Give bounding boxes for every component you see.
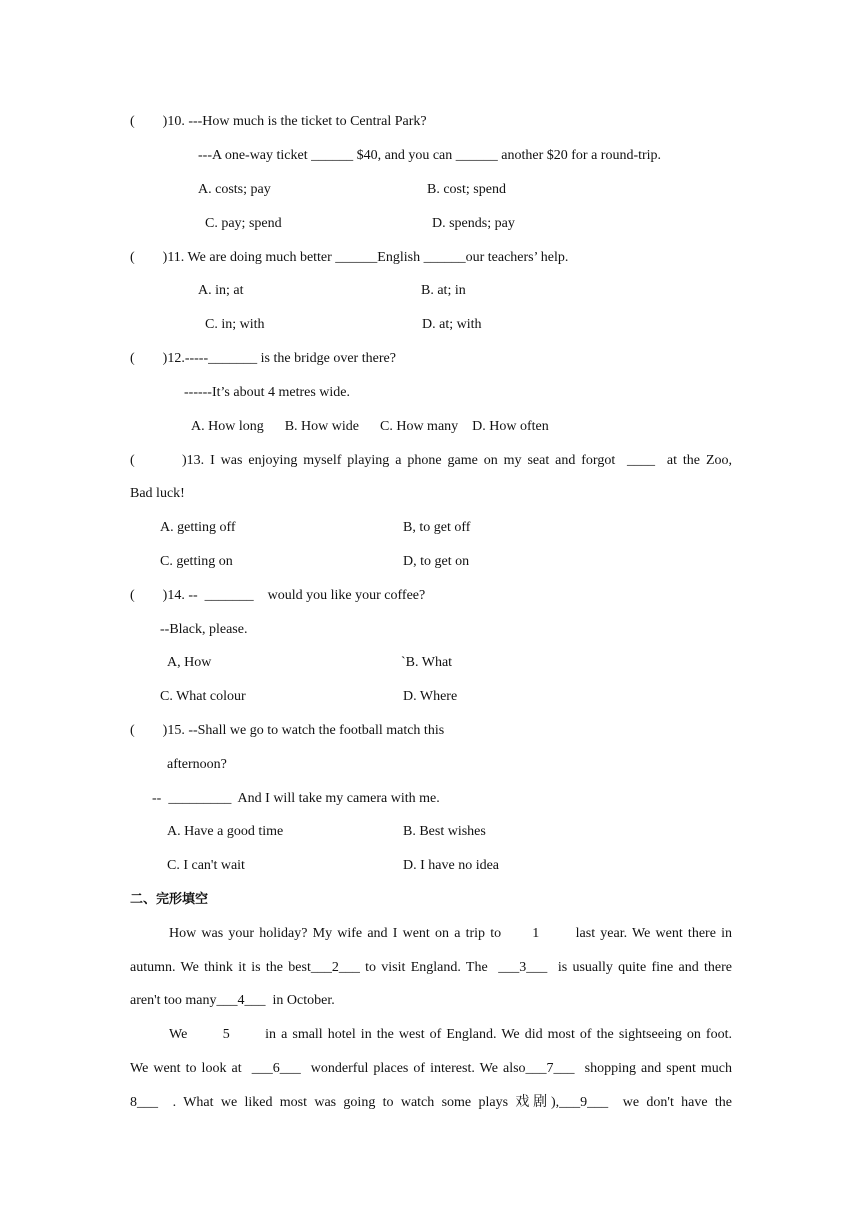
- question-11: ( )11. We are doing much better ______English ______our teachers’ help.: [130, 250, 569, 265]
- question-15-option-b: B. Best wishes: [403, 824, 486, 839]
- section-heading-cloze: 二、完形填空: [130, 892, 209, 907]
- question-10-option-d: D. spends; pay: [432, 216, 515, 231]
- question-13-option-b: B, to get off: [403, 520, 471, 535]
- cloze-paragraph-2-line-3: 8___ . What we liked most was going to watch some plays 戏剧),___9___ we don't have the: [130, 1095, 732, 1110]
- question-13-line-2: Bad luck!: [130, 486, 185, 501]
- question-10-option-c: C. pay; spend: [205, 216, 282, 231]
- question-15-option-a: A. Have a good time: [167, 824, 284, 839]
- question-14-option-c: C. What colour: [160, 689, 246, 704]
- cloze-paragraph-1-line-2: autumn. We think it is the best___2___ to visit England. The ___3___ is usually quite fine and there: [130, 960, 732, 975]
- question-12-reply: ------It’s about 4 metres wide.: [184, 385, 350, 400]
- question-12-options: A. How long B. How wide C. How many D. How often: [191, 419, 549, 434]
- question-10-option-a: A. costs; pay: [198, 182, 271, 197]
- question-13-option-a: A. getting off: [160, 520, 236, 535]
- question-11-option-a: A. in; at: [198, 283, 244, 298]
- cloze-paragraph-2-line-1: We 5 in a small hotel in the west of England. We did most of the sightseeing on foot.: [169, 1027, 732, 1042]
- question-12: ( )12.-----_______ is the bridge over there?: [130, 351, 396, 366]
- question-14-option-d: D. Where: [403, 689, 458, 704]
- question-10-option-b: B. cost; spend: [427, 182, 506, 197]
- question-15-option-d: D. I have no idea: [403, 858, 500, 873]
- question-11-option-b: B. at; in: [421, 283, 466, 298]
- question-15-reply: -- _________ And I will take my camera with me.: [152, 791, 440, 806]
- question-14-option-a: A, How: [167, 655, 212, 670]
- question-11-option-c: C. in; with: [205, 317, 265, 332]
- question-13-option-d: D, to get on: [403, 554, 470, 569]
- question-15-line-2: afternoon?: [167, 757, 227, 772]
- question-15-option-c: C. I can't wait: [167, 858, 245, 873]
- question-14: ( )14. -- _______ would you like your coffee?: [130, 588, 426, 603]
- question-10: ( )10. ---How much is the ticket to Central Park?: [130, 114, 427, 129]
- question-13-line-1: ( )13. I was enjoying myself playing a phone game on my seat and forgot ____ at the Zoo,: [130, 453, 732, 468]
- cloze-paragraph-1-line-1: How was your holiday? My wife and I went on a trip to 1 last year. We went there in: [169, 926, 732, 941]
- question-11-option-d: D. at; with: [422, 317, 482, 332]
- question-10-reply: ---A one-way ticket ______ $40, and you can ______ another $20 for a round-trip.: [198, 148, 662, 163]
- question-14-option-b: `B. What: [401, 655, 453, 670]
- cloze-paragraph-2-line-2: We went to look at ___6___ wonderful places of interest. We also___7___ shopping and spent much: [130, 1061, 732, 1076]
- question-13-option-c: C. getting on: [160, 554, 233, 569]
- question-14-reply: --Black, please.: [160, 622, 248, 637]
- question-15-line-1: ( )15. --Shall we go to watch the football match this: [130, 723, 445, 738]
- cloze-paragraph-1-line-3: aren't too many___4___ in October.: [130, 993, 335, 1008]
